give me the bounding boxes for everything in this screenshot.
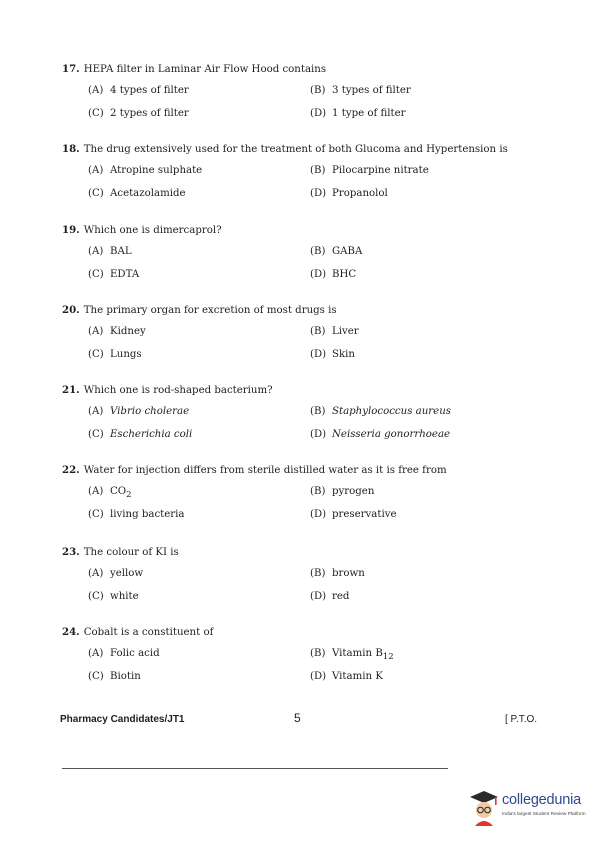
option-a: (A) BAL — [88, 246, 132, 257]
option-a: (A) yellow — [88, 568, 144, 579]
question-21-text: 21. Which one is rod-shaped bacterium? — [62, 384, 273, 396]
option-b: (B) 3 types of filter — [310, 85, 411, 96]
option-d: (D) Skin — [310, 349, 355, 360]
brand-name: collegedunia — [502, 792, 582, 808]
option-c: (C) Acetazolamide — [88, 188, 186, 199]
option-c: (C) Escherichia coli — [88, 429, 193, 440]
collegedunia-logo — [468, 786, 602, 834]
option-c: (C) Biotin — [88, 671, 141, 682]
question-24-text: 24. Cobalt is a constituent of — [62, 626, 214, 638]
question-17-text: 17. HEPA filter in Laminar Air Flow Hood contains — [62, 63, 327, 75]
option-b: (B) GABA — [310, 246, 363, 257]
option-b: (B) pyrogen — [310, 486, 375, 497]
question-20-text: 20. The primary organ for excretion of most drugs is — [62, 304, 337, 316]
option-b: (B) brown — [310, 568, 365, 579]
option-c: (C) white — [88, 591, 139, 602]
page-number: 5 — [294, 711, 301, 725]
option-a: (A) Kidney — [88, 326, 146, 337]
graduate-mascot-icon — [468, 788, 500, 828]
footer-candidates: Pharmacy Candidates/JT1 — [60, 714, 185, 725]
option-b: (B) Pilocarpine nitrate — [310, 165, 429, 176]
option-d: (D) Propanolol — [310, 188, 388, 199]
option-a: (A) Atropine sulphate — [88, 165, 203, 176]
option-b: (B) Staphylococcus aureus — [310, 406, 451, 417]
option-b: (B) Vitamin $B_{12}$ — [310, 648, 394, 663]
option-d: (D) preservative — [310, 509, 397, 520]
divider — [62, 768, 448, 769]
question-23-text: 23. The colour of KI is — [62, 546, 179, 558]
brand-tagline: India's largest Student Review Platform — [502, 812, 586, 817]
question-19-text: 19. Which one is dimercaprol? — [62, 224, 222, 236]
option-d: (D) 1 type of filter — [310, 108, 406, 119]
option-a: (A) 4 types of filter — [88, 85, 189, 96]
question-18-text: 18. The drug extensively used for the treatment of both Glucoma and Hypertension is — [62, 143, 508, 155]
option-c: (C) Lungs — [88, 349, 142, 360]
option-c: (C) EDTA — [88, 269, 140, 280]
option-c: (C) 2 types of filter — [88, 108, 189, 119]
option-a: (A) Folic acid — [88, 648, 160, 659]
option-d: (D) red — [310, 591, 350, 602]
pto-label: [ P.T.O. — [505, 714, 538, 725]
option-d: (D) Vitamin K — [310, 671, 383, 682]
option-d: (D) Neisseria gonorrhoeae — [310, 429, 451, 440]
option-b: (B) Liver — [310, 326, 359, 337]
option-c: (C) living bacteria — [88, 509, 185, 520]
option-d: (D) BHC — [310, 269, 357, 280]
question-22-text: 22. Water for injection differs from sterile distilled water as it is free from — [62, 464, 447, 476]
option-a: (A) Vibrio cholerae — [88, 406, 190, 417]
option-a: (A) $CO_2$ — [88, 486, 132, 501]
